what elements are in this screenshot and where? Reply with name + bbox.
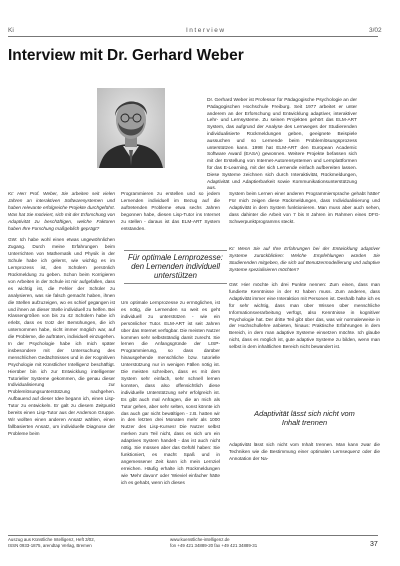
intro-text: Dr. Gerhard Weber ist Professor für Pädagogische Psychologie an der Pädagogischen Hochschule Freiburg. Seit 1977 arbeitet er unter anderem an der Erforschung und Entwicklung adaptiver, interaktiver Lehr- und Lernsysteme. Zu seinen Projekten gehört das ELM-ART System, das aufgrund der Analyse des Lernweges der Studierenden individualisierte Rückmeldungen geben, geeignete Beispiele aussuchen und so Lernende beim Problemlösungsprozess unterstützen kann. 1998 hat ELM-ART den European Academic Software Award (EASA) gewonnen. Weitere Projekte befassen sich mit der Erstellung von Internet-Autorensystemen und Lernplattformen für das E-Learning, mit der sich Lernende einfach aufbereiten lassen. Diese Systeme zeichnen sich durch Interaktivität, Rückmeldungen, Adaptivität und Adaptierbarkeit sowie Kommunikationsunterstützung aus. — [207, 98, 357, 192]
interview-answer-1: GW: Ich habe wohl einen etwas ungewöhnlichen Zugang. Durch meine Erfahrungen beim Unterrichten von Mathematik und Physik in der Schule habe ich gelernt, wie wichtig es im Lernprozess ist, den Schülern persönlich Rückmeldung zu geben. Schon beim Korrigieren von Arbeiten in der Schule ist mir aufgefallen, dass es wichtig ist, die Fehler der Schüler zu analysieren, was sie falsch gemacht haben, ihnen die Stellen aufzuzeigen, wo es schief gegangen ist und ihnen an dieser Stelle individuell zu helfen. Bei Klassengrößen von bis zu 42 Schülern habe ich erlebt, dass es trotz der Bemühungen, die ich unternommen habe, nicht immer möglich war, auf die Probleme, die auftraten, individuell einzugehen. In der Psychologie habe ich mich später insbesondere mit der Untersuchung des menschlichen Gedächtnisses und in der Kognitiven Psychologie mit Künstlicher Intelligenz beschäftigt. Hierüber bin ich zur Entwicklung intelligenter Tutorieller Systeme gekommen, die genau dieser Individualisierung zur Problemlösungsunterstützung nachgehen. Aufbauend auf dieser Idee begann ich, einen Lisp-Tutor zu entwickeln. Er galt zu diesem Zeitpunkt bereits einen Lisp-Tutor aus der Anderson Gruppe. Wir wollten einen anderen Ansatz wählen, einen fallbasierten Ansatz, um individuelle Diagnose der Probleme beim — [8, 237, 115, 436]
header-journal-logo: Ki — [8, 27, 14, 34]
column-3-end — [229, 442, 380, 463]
footer-phone-fax: fon +49 421 34889-20 fax +49 421 34889-31 — [170, 542, 258, 548]
portrait-photo — [97, 88, 165, 168]
pull-quote-rule-bottom — [124, 283, 227, 284]
bottom-rule — [8, 535, 378, 536]
footer-source-line-1: Auszug aus Künstliche Intelligenz, Heft 3/02, — [8, 537, 95, 542]
top-rule — [8, 36, 378, 37]
interview-question-2: KI: Wenn Sie auf Ihre Erfahrungen bei der Entwicklung adaptiver Systeme zurückblicken: Welche Empfehlungen würden Sie Studierenden mitgeben, die sich auf Benutzermodellierung und adaptive Systeme spezialisieren möchten? — [229, 246, 380, 272]
column-3-question — [229, 246, 380, 274]
footer-source-line-2: ISSN 0933-1875, arendtap Verlag, Bremen — [8, 542, 92, 548]
footer-website[interactable]: www.kuenstliche-intelligenz.de — [170, 537, 230, 542]
pull-quote-box — [124, 250, 227, 284]
header-section: Interview — [186, 27, 226, 34]
header-issue: 3/02 — [369, 27, 382, 34]
column-3-top-text: System beim Lernen einer anderen Programmiersprache gehabt hätte!' Für mich zeigen diese Rückmeldungen, dass Individualisierung und Adaptivität in dem System funktionieren. Man muss aber auch sehen, dass dahinter die Arbeit von 7 bis 8 Jahren im Rahmen eines DFG-Schwerpunktprogramms steckt. — [229, 191, 380, 224]
page-number: 37 — [370, 541, 378, 548]
portrait-image — [97, 88, 165, 168]
column-2-body-text: Um optimale Lernprozesse zu ermöglichen, ist es nötig, die Lernenden so weit es geht individuell zu unterstützen - wie ein persönlicher Tutor. ELM-ART ist seit Jahren über das Internet verfügbar. Die meisten Nutzer kommen sehr selbstständig damit zurecht. Sie lernen die Anfangsgründe der LISP-Programmierung, so dass darüber hinausgehende menschliche bzw. tutorielle Unterstützung nur in wenigen Fällen nötig ist. Die meisten schreiben, dass es mit dem System sehr einfach, sehr schnell lernen konnten, dass also offensichtlich diese individuelle Unterstützung sehr erfolgreich ist. Es gibt auch mal Anfragen, die an mich als Tutor gehen, aber sehr selten, sonst könnte ich das auch gar nicht bewältigen - z.B. hatten wir in den letzten drei Monaten mehr als 1000 Nutzer des Lisp-Kurses! Die Nutzer selbst merken zum Teil nicht, dass es sich um ein adaptives System handelt - das ist auch nicht nötig. Sie müssen aber das Gefühl haben: Sie funktioniert, es macht Spaß und in angemessener Zeit kann ich mein Lernziel erreichen. Häufig erhalte ich Rückmeldungen wie 'Mehr davon!' oder 'Wieviel einfacher hätte ich es gehabt, wenn ich dieses — [121, 300, 220, 485]
interview-answer-2: GW: Hier möchte ich drei Punkte nennen: Zum einen, dass man fundierte Kenntnisse in der KI haben muss. Zum anderen, dass Adaptivität immer eine Interaktion mit Personen ist. Deshalb halte ich es für sehr wichtig, dass man über Wissen über menschliche Informationsverarbeitung verfügt, also Kenntnisse in kognitiver Psychologie hat. Der dritte Teil gibt über das, was wir normalerweise in der Hochschullehre anbieten, hinaus: Praktische Erfahrungen in dem Bereich, in dem man adaptive Systeme einsetzen möchte. Ich glaube nicht, dass es möglich ist, gute adaptive Systeme zu bilden, wenn man selbst in dem inhaltlichen Bereich nicht bewandert ist. — [229, 282, 380, 350]
intro-paragraph — [207, 98, 357, 193]
column-1 — [8, 191, 115, 438]
interview-question-1: KI: Herr Prof. Weber, Sie arbeiten seit vielen Jahren an interaktiven Softwaresystemen und haben relevante erfolgreiche Projekte durchgeführt. Was hat Sie motiviert, sich mit der Erforschung von Adaptivität zu beschäftigen, welche Faktoren haben Ihre Forschung maßgeblich geprägt? — [8, 191, 115, 231]
column-3-top — [229, 191, 380, 226]
footer-contact — [170, 537, 290, 548]
column-2-top — [121, 191, 220, 232]
column-3-end-text: Adaptivität lässt sich nicht vom Inhalt trennen. Man kann zwar die Techniken wie die Bestimmung einer optimalen Lernsequenz oder die Annotation der Na- — [229, 442, 380, 461]
page-title: Interview mit Dr. Gerhard Weber — [8, 47, 244, 64]
section-subheading: Adaptivität lässt sich nicht vom Inhalt trennen — [254, 409, 355, 427]
footer-source — [8, 537, 148, 548]
column-2-top-text: Programmieren zu erstellen und so jedem Lernenden individuell im Bezug auf die auftretenden Probleme etwa sechs Jahren begonnen habe, diesen Lisp-Tutor ins Internet zu stellen - daraus ist das ELM-ART System entstanden. — [121, 191, 220, 231]
pull-quote-heading: Für optimale Lernprozesse: den Lernenden individuell unterstützen — [128, 253, 223, 280]
column-2-body — [121, 300, 220, 486]
column-3-answer — [229, 282, 380, 351]
